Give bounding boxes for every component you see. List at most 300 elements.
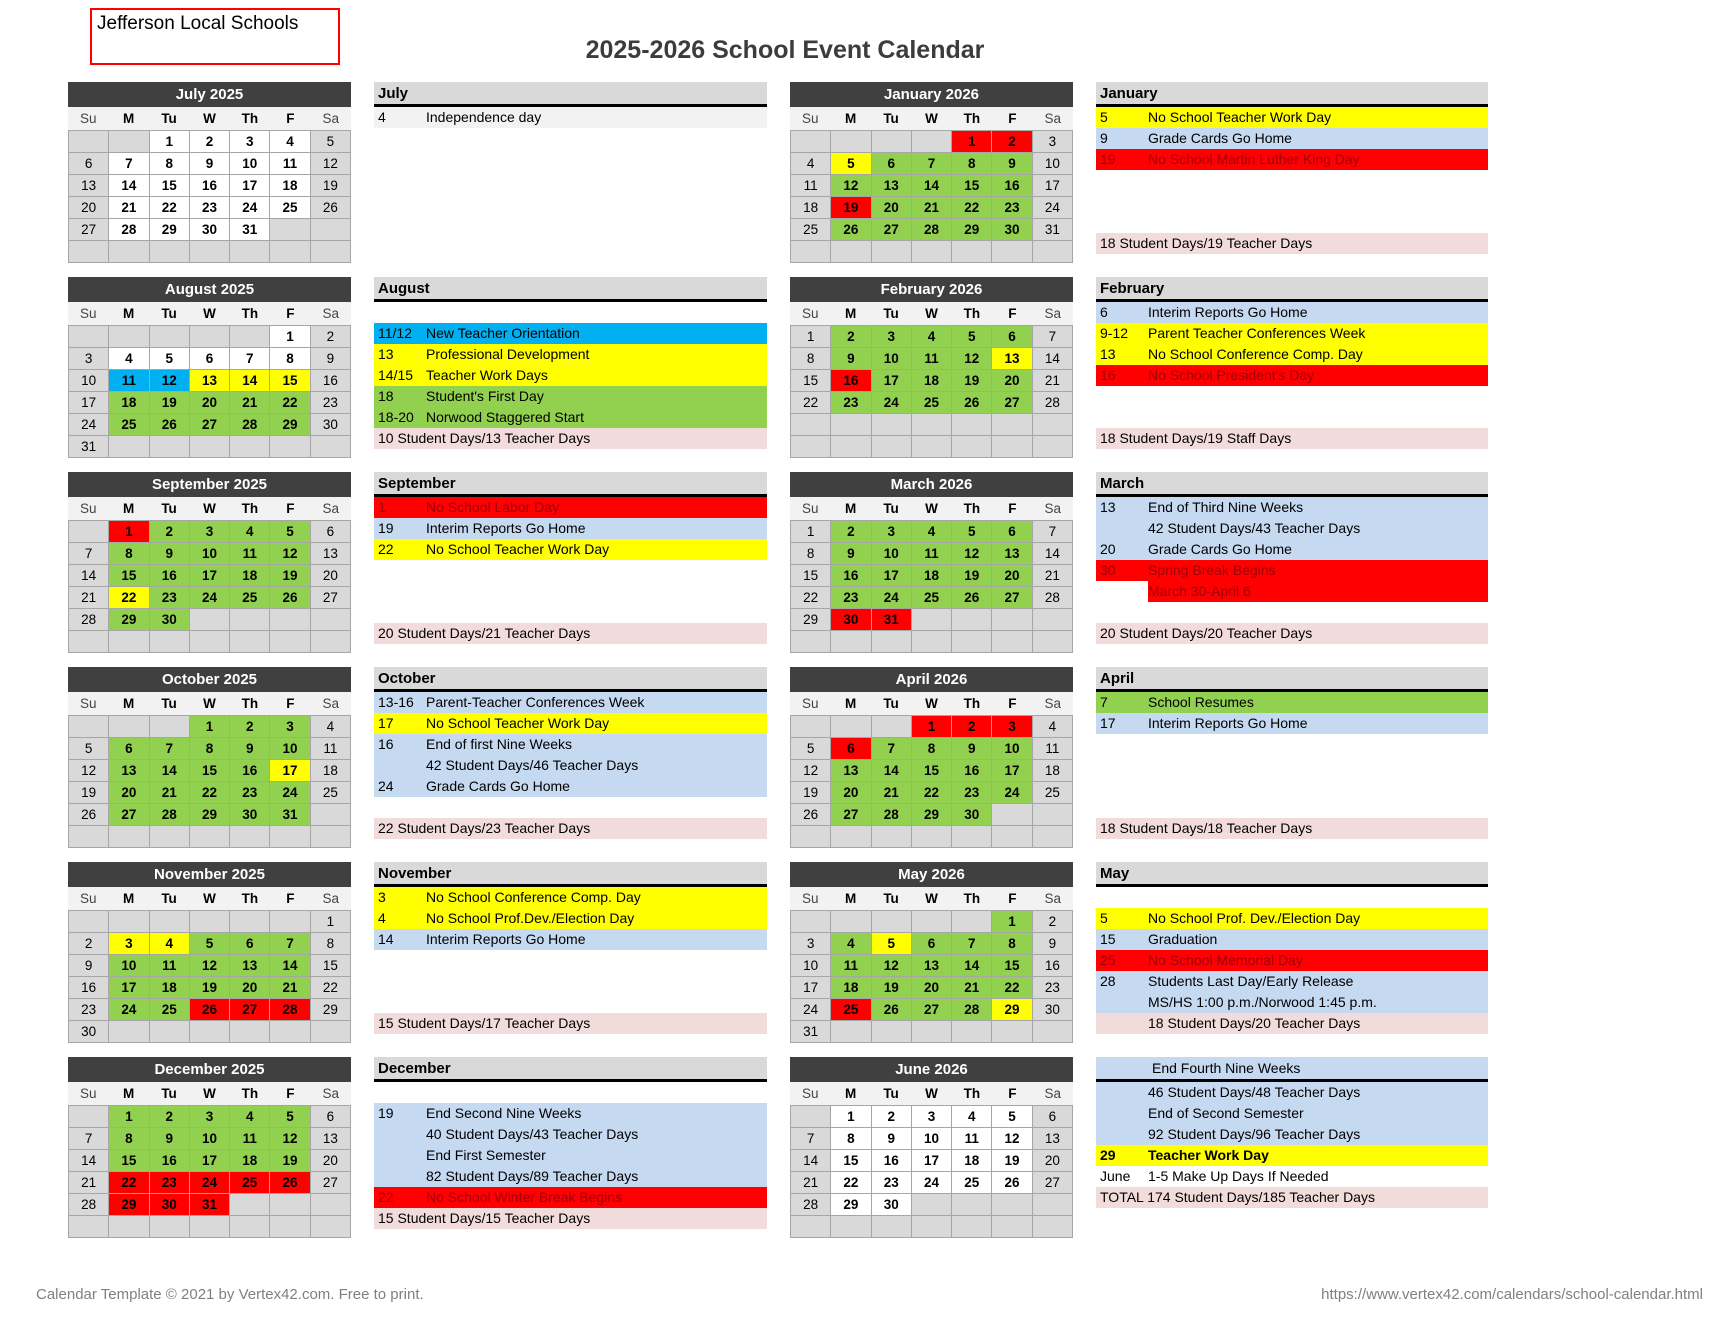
date-cell: 12 [69, 760, 109, 782]
date-cell [992, 414, 1032, 436]
date-cell [791, 716, 831, 738]
date-cell [952, 241, 992, 263]
date-cell: 8 [190, 738, 230, 760]
event-day: 30 [1100, 562, 1116, 578]
event-row [374, 1187, 767, 1208]
date-cell: 4 [230, 1106, 270, 1128]
date-cell: 4 [270, 131, 310, 153]
date-cell: 15 [109, 1150, 149, 1172]
date-cell: 31 [190, 1194, 230, 1216]
event-day: 19 [1100, 151, 1116, 167]
event-row [1096, 128, 1488, 149]
date-cell [230, 241, 270, 263]
date-cell [791, 911, 831, 933]
month-block [790, 472, 1073, 653]
date-cell: 29 [270, 414, 310, 436]
event-day: 5 [1100, 910, 1108, 926]
event-row: 22 Student Days/23 Teacher Days [374, 818, 767, 839]
date-cell [952, 1194, 992, 1216]
date-cell: 30 [150, 609, 190, 631]
date-cell: 12 [311, 153, 351, 175]
date-cell [190, 436, 230, 458]
event-text: Norwood Staggered Start [426, 409, 584, 425]
event-row [374, 581, 767, 602]
weekday-label: Tu [161, 696, 177, 711]
date-cell [150, 716, 190, 738]
date-cell: 4 [791, 153, 831, 175]
date-cell: 29 [150, 219, 190, 241]
date-cell: 2 [831, 521, 871, 543]
date-cell: 27 [831, 804, 871, 826]
event-text: Parent-Teacher Conferences Week [426, 694, 645, 710]
weekday-label: Sa [322, 1086, 340, 1101]
date-cell [311, 1021, 351, 1043]
date-cell: 24 [109, 999, 149, 1021]
month-block [68, 277, 351, 458]
date-cell [311, 436, 351, 458]
event-text: School Resumes [1148, 694, 1254, 710]
event-row [1096, 929, 1488, 950]
weekday-label: W [925, 1086, 938, 1101]
date-cell [230, 826, 270, 848]
date-cell: 1 [831, 1106, 871, 1128]
date-cell: 26 [831, 219, 871, 241]
event-row [374, 254, 767, 275]
month-title: January 2026 [790, 82, 1073, 107]
date-cell: 5 [791, 738, 831, 760]
date-cell: 7 [872, 738, 912, 760]
weekday-label: F [286, 696, 295, 711]
month-title: March 2026 [790, 472, 1073, 497]
date-cell: 28 [109, 219, 149, 241]
event-list [1096, 277, 1488, 458]
event-text: End of first Nine Weeks [426, 736, 573, 752]
event-text: No School Labor Day [426, 499, 560, 515]
date-grid [68, 520, 351, 653]
date-cell: 19 [69, 782, 109, 804]
event-text: Grade Cards Go Home [1148, 130, 1292, 146]
date-cell: 4 [912, 326, 952, 348]
date-cell [311, 241, 351, 263]
weekday-header-row [68, 107, 351, 130]
date-cell [311, 1216, 351, 1238]
date-cell: 5 [952, 326, 992, 348]
date-cell: 29 [831, 1194, 871, 1216]
date-cell: 10 [992, 738, 1032, 760]
date-cell: 29 [109, 1194, 149, 1216]
date-cell: 13 [912, 955, 952, 977]
date-cell: 12 [190, 955, 230, 977]
event-day [1096, 581, 1148, 602]
event-row [1096, 797, 1488, 818]
date-cell [150, 1216, 190, 1238]
weekday-label: M [845, 1086, 857, 1101]
event-text: No School Prof.Dev./Election Day [426, 910, 635, 926]
date-cell: 19 [831, 197, 871, 219]
month-title: June 2026 [790, 1057, 1073, 1082]
date-cell: 3 [270, 716, 310, 738]
event-text: Student's First Day [426, 388, 544, 404]
event-day: 11/12 [378, 325, 412, 341]
date-cell [1033, 1194, 1073, 1216]
date-cell: 14 [872, 760, 912, 782]
date-cell [190, 326, 230, 348]
weekday-label: F [1008, 111, 1017, 126]
date-cell: 21 [872, 782, 912, 804]
date-cell [1033, 414, 1073, 436]
date-cell: 24 [190, 1172, 230, 1194]
event-row [374, 734, 767, 755]
date-cell: 8 [109, 1128, 149, 1150]
date-cell: 25 [1033, 782, 1073, 804]
month-block [68, 862, 351, 1043]
event-text: MS/HS 1:00 p.m./Norwood 1:45 p.m. [1148, 994, 1377, 1010]
event-day [374, 1124, 426, 1145]
date-cell: 2 [150, 521, 190, 543]
weekday-label: Tu [883, 306, 899, 321]
date-cell: 15 [311, 955, 351, 977]
event-row [374, 1034, 767, 1055]
weekday-label: Th [963, 306, 981, 321]
date-cell: 3 [69, 348, 109, 370]
event-row [1096, 776, 1488, 797]
weekday-header-row [68, 887, 351, 910]
event-row [374, 950, 767, 971]
event-row [374, 839, 767, 860]
date-cell [791, 1106, 831, 1128]
event-day: 22 [378, 541, 394, 557]
date-cell: 16 [150, 1150, 190, 1172]
event-text: End of Third Nine Weeks [1148, 499, 1304, 515]
date-cell: 19 [952, 565, 992, 587]
month-block [68, 667, 351, 848]
event-list-month-label: March [1096, 472, 1488, 497]
weekday-label: Th [241, 306, 259, 321]
month-title: August 2025 [68, 277, 351, 302]
date-cell [109, 1021, 149, 1043]
weekday-label: M [123, 891, 135, 906]
event-row [374, 344, 767, 365]
date-cell [912, 131, 952, 153]
event-text: 92 Student Days/96 Teacher Days [1148, 1126, 1361, 1142]
date-cell: 22 [952, 197, 992, 219]
date-cell: 12 [270, 1128, 310, 1150]
date-cell [270, 911, 310, 933]
weekday-label: F [1008, 1086, 1017, 1101]
date-cell: 16 [1033, 955, 1073, 977]
date-cell: 17 [872, 565, 912, 587]
date-cell: 6 [311, 1106, 351, 1128]
event-day [1096, 1082, 1148, 1103]
date-cell: 5 [150, 348, 190, 370]
school-name: Jefferson Local Schools [97, 13, 299, 34]
date-cell: 26 [311, 197, 351, 219]
date-cell [831, 911, 871, 933]
weekday-label: Th [963, 891, 981, 906]
month-block [790, 862, 1073, 1043]
weekday-label: Sa [1044, 111, 1062, 126]
event-row [374, 149, 767, 170]
date-cell [230, 1021, 270, 1043]
date-cell: 13 [992, 543, 1032, 565]
date-cell: 28 [150, 804, 190, 826]
date-cell: 24 [992, 782, 1032, 804]
event-row [374, 1082, 767, 1103]
month-block [790, 667, 1073, 848]
weekday-label: Sa [322, 891, 340, 906]
event-row [374, 971, 767, 992]
event-row [1096, 992, 1488, 1013]
date-cell: 15 [150, 175, 190, 197]
date-cell: 13 [311, 543, 351, 565]
event-row [1096, 581, 1488, 602]
event-text: Independence day [426, 109, 542, 125]
date-cell [270, 609, 310, 631]
date-cell: 24 [69, 414, 109, 436]
date-cell: 14 [791, 1150, 831, 1172]
date-cell [952, 1216, 992, 1238]
date-cell: 24 [270, 782, 310, 804]
event-row [374, 992, 767, 1013]
date-cell: 22 [311, 977, 351, 999]
date-cell: 1 [150, 131, 190, 153]
date-cell [872, 716, 912, 738]
calendar-grid [68, 82, 1488, 1238]
event-text: No School Martin Luther King Day [1148, 151, 1360, 167]
date-cell: 26 [150, 414, 190, 436]
date-cell [952, 436, 992, 458]
date-cell [270, 436, 310, 458]
date-cell: 7 [150, 738, 190, 760]
event-text: 42 Student Days/43 Teacher Days [1148, 520, 1361, 536]
event-row: 15 Student Days/15 Teacher Days [374, 1208, 767, 1229]
date-cell: 14 [952, 955, 992, 977]
month-block [790, 1057, 1073, 1238]
event-day: 17 [378, 715, 394, 731]
date-cell [311, 1194, 351, 1216]
event-row [1096, 407, 1488, 428]
event-row [374, 386, 767, 407]
date-cell: 14 [1033, 543, 1073, 565]
date-cell [270, 219, 310, 241]
date-cell: 2 [69, 933, 109, 955]
event-row [374, 449, 767, 470]
event-row [374, 233, 767, 254]
date-cell: 27 [230, 999, 270, 1021]
date-cell [1033, 241, 1073, 263]
date-grid [790, 910, 1073, 1043]
event-row: 15 Student Days/17 Teacher Days [374, 1013, 767, 1034]
date-cell: 22 [150, 197, 190, 219]
event-list-month-label: November [374, 862, 767, 887]
date-cell: 4 [230, 521, 270, 543]
date-cell: 11 [150, 955, 190, 977]
weekday-label: Tu [161, 501, 177, 516]
event-row [1096, 254, 1488, 275]
date-cell: 26 [992, 1172, 1032, 1194]
weekday-label: M [123, 306, 135, 321]
date-cell [1033, 631, 1073, 653]
event-row [374, 302, 767, 323]
event-list-month-label: April [1096, 667, 1488, 692]
event-day: 5 [1100, 109, 1108, 125]
date-cell: 2 [992, 131, 1032, 153]
date-cell [791, 826, 831, 848]
date-cell: 29 [952, 219, 992, 241]
date-cell: 23 [1033, 977, 1073, 999]
date-cell: 6 [1033, 1106, 1073, 1128]
date-cell: 21 [791, 1172, 831, 1194]
date-cell: 4 [1033, 716, 1073, 738]
event-row [374, 191, 767, 212]
event-day [1096, 518, 1148, 539]
date-cell [150, 826, 190, 848]
date-cell: 22 [270, 392, 310, 414]
date-cell [952, 1021, 992, 1043]
weekday-label: Su [801, 111, 819, 126]
date-cell: 19 [952, 370, 992, 392]
month-title: April 2026 [790, 667, 1073, 692]
event-list [374, 862, 767, 1043]
date-cell [230, 911, 270, 933]
date-cell [270, 631, 310, 653]
event-text: End First Semester [426, 1147, 546, 1163]
date-cell: 31 [872, 609, 912, 631]
date-cell: 23 [992, 197, 1032, 219]
date-cell: 22 [912, 782, 952, 804]
weekday-label: Su [79, 501, 97, 516]
date-cell: 19 [270, 1150, 310, 1172]
date-cell [872, 911, 912, 933]
date-cell: 15 [831, 1150, 871, 1172]
date-cell [69, 826, 109, 848]
month-title: October 2025 [68, 667, 351, 692]
event-day: 17 [1100, 715, 1116, 731]
date-cell: 25 [831, 999, 871, 1021]
event-row [1096, 839, 1488, 860]
date-cell: 10 [912, 1128, 952, 1150]
event-day: 29 [1100, 1147, 1116, 1163]
date-cell [190, 826, 230, 848]
date-cell: 25 [230, 587, 270, 609]
event-row: 10 Student Days/13 Teacher Days [374, 428, 767, 449]
event-row [374, 692, 767, 713]
date-cell: 9 [69, 955, 109, 977]
date-cell: 6 [190, 348, 230, 370]
month-title: December 2025 [68, 1057, 351, 1082]
date-cell [150, 436, 190, 458]
date-cell: 11 [912, 348, 952, 370]
event-row: 18 Student Days/19 Staff Days [1096, 428, 1488, 449]
date-cell: 1 [270, 326, 310, 348]
date-cell: 1 [190, 716, 230, 738]
weekday-label: F [286, 891, 295, 906]
date-cell: 30 [872, 1194, 912, 1216]
date-cell: 30 [831, 609, 871, 631]
event-text: Interim Reports Go Home [426, 931, 586, 947]
event-list [1096, 82, 1488, 263]
date-cell: 18 [230, 1150, 270, 1172]
weekday-label: Th [241, 891, 259, 906]
event-day: 1 [378, 499, 386, 515]
weekday-label: W [203, 501, 216, 516]
date-cell [270, 241, 310, 263]
weekday-label: Sa [1044, 891, 1062, 906]
date-cell: 21 [230, 392, 270, 414]
event-day: 3 [378, 889, 386, 905]
date-cell: 29 [912, 804, 952, 826]
date-cell: 15 [270, 370, 310, 392]
date-cell: 6 [311, 521, 351, 543]
date-cell: 30 [69, 1021, 109, 1043]
date-cell: 24 [872, 587, 912, 609]
date-cell: 1 [791, 326, 831, 348]
date-cell [109, 826, 149, 848]
weekday-header-row [790, 107, 1073, 130]
date-cell [1033, 436, 1073, 458]
date-cell: 26 [270, 587, 310, 609]
event-day: 20 [1100, 541, 1116, 557]
date-cell: 4 [952, 1106, 992, 1128]
date-cell: 13 [69, 175, 109, 197]
date-cell: 1 [952, 131, 992, 153]
date-cell: 22 [992, 977, 1032, 999]
event-text: Interim Reports Go Home [426, 520, 586, 536]
date-cell: 8 [270, 348, 310, 370]
date-cell: 7 [270, 933, 310, 955]
date-cell [311, 826, 351, 848]
date-cell: 11 [1033, 738, 1073, 760]
weekday-header-row [790, 302, 1073, 325]
event-row [374, 776, 767, 797]
event-row [374, 1229, 767, 1250]
event-row [374, 539, 767, 560]
date-cell: 9 [311, 348, 351, 370]
date-cell [190, 1216, 230, 1238]
event-day: 13-16 [378, 694, 414, 710]
event-row [1096, 539, 1488, 560]
event-day: 4 [378, 910, 386, 926]
footer-url-link[interactable]: https://www.vertex42.com/calendars/school-calendar.html [1321, 1286, 1703, 1303]
date-cell: 9 [872, 1128, 912, 1150]
event-day: 19 [378, 520, 394, 536]
date-cell: 28 [952, 999, 992, 1021]
date-cell: 9 [831, 543, 871, 565]
weekday-label: F [1008, 696, 1017, 711]
date-cell: 15 [992, 955, 1032, 977]
date-cell [912, 631, 952, 653]
weekday-header-row [68, 1082, 351, 1105]
event-day: 16 [1100, 367, 1116, 383]
date-cell: 25 [791, 219, 831, 241]
event-row [1096, 302, 1488, 323]
weekday-header-row [68, 302, 351, 325]
weekday-label: W [925, 306, 938, 321]
event-text: Teacher Work Day [1148, 1147, 1269, 1163]
date-cell: 3 [109, 933, 149, 955]
event-day: 14 [378, 931, 394, 947]
date-cell: 20 [230, 977, 270, 999]
event-day: 9-12 [1100, 325, 1129, 341]
date-cell: 28 [872, 804, 912, 826]
event-row [374, 212, 767, 233]
date-cell: 18 [952, 1150, 992, 1172]
date-cell: 30 [992, 219, 1032, 241]
event-list [1096, 667, 1488, 848]
date-cell [230, 609, 270, 631]
date-cell: 2 [230, 716, 270, 738]
date-grid [790, 325, 1073, 458]
